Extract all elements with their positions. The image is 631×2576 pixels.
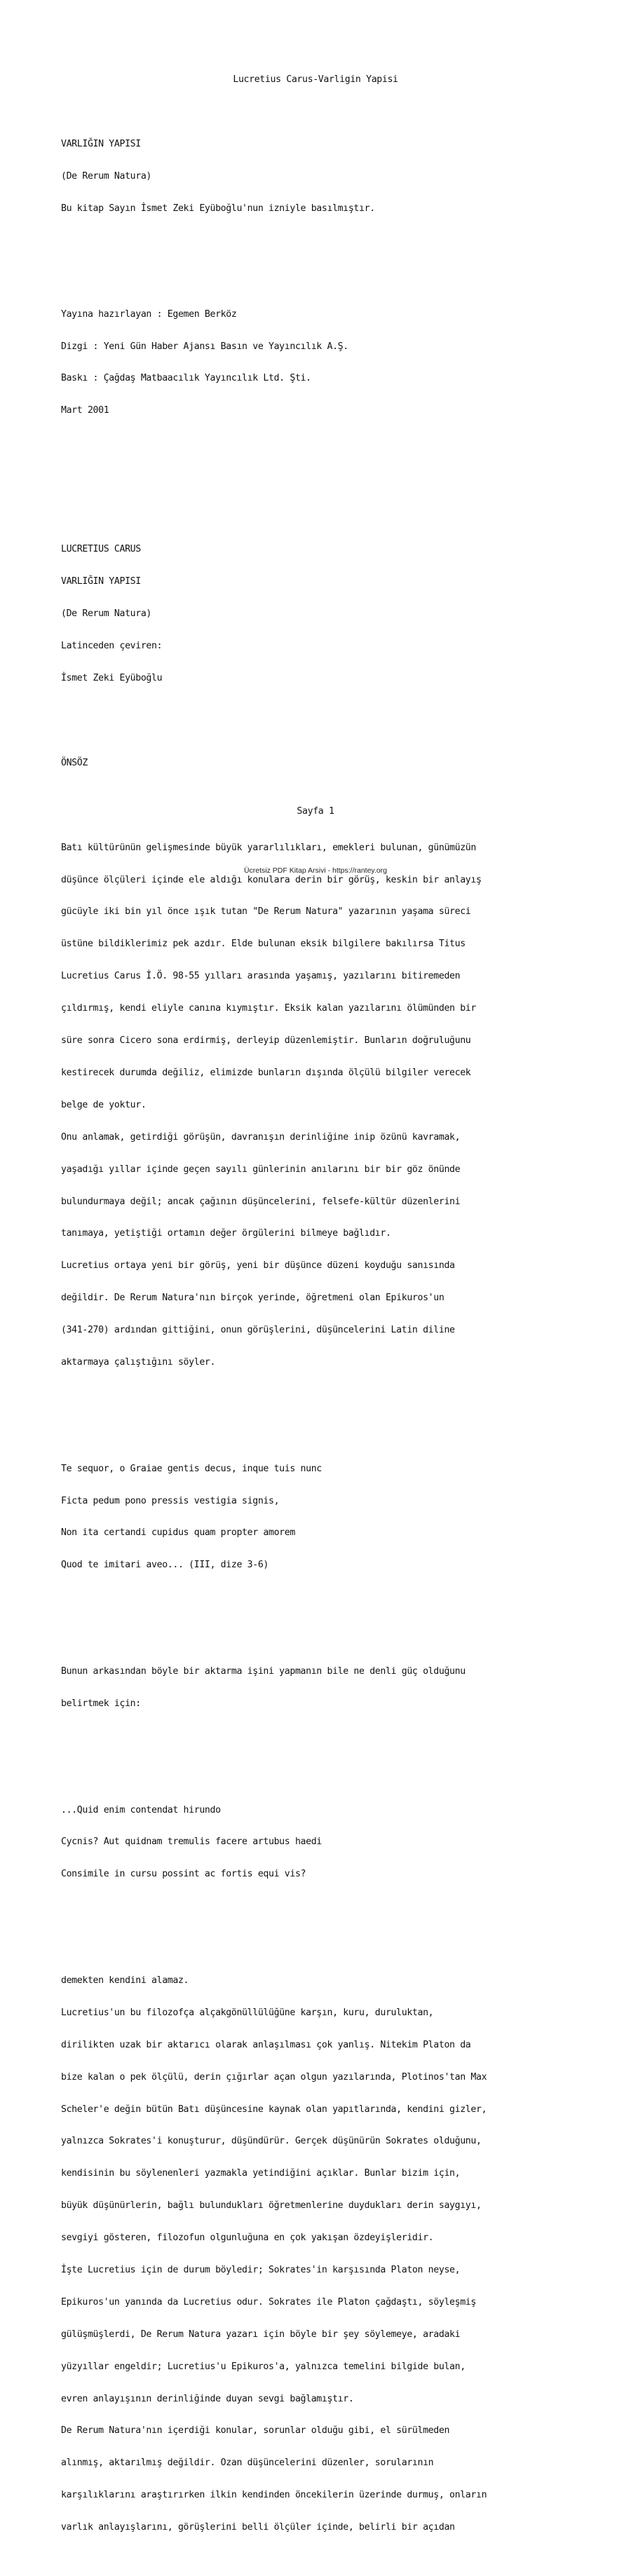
text-line: çıldırmış, kendi eliyle canına kıymıştır. Eksik kalan yazılarını ölümünden bir — [61, 1003, 476, 1014]
text-line: süre sonra Cicero sona erdirmiş, derleyip düzenlemiştir. Bunların doğruluğunu — [61, 1035, 471, 1047]
text-line: yüzyıllar engeldir; Lucretius'u Epikuros'a, yalnızca temelini bilgide bulan, — [61, 2361, 466, 2372]
text-line: gücüyle iki bin yıl önce ışık tutan "De Rerum Natura" yazarının yaşama süreci — [61, 906, 471, 918]
text-line: LUCRETIUS CARUS — [61, 543, 141, 554]
text-line: kestirecek durumda değiliz, elimizde bunların dışında ölçülü bilgiler verecek — [61, 1067, 471, 1078]
section-heading: ÖNSÖZ — [61, 757, 88, 768]
text-line: Non ita certandi cupidus quam propter amorem — [61, 1527, 295, 1539]
text-line: yalnızca Sokrates'i konuşturur, düşündürür. Gerçek düşünürün Sokrates olduğunu, — [61, 2136, 482, 2147]
text-line: Lucretius Carus İ.Ö. 98-55 yılları arasında yaşamış, yazılarını bitiremeden — [61, 971, 461, 982]
text-line: değildir. De Rerum Natura'nın birçok yerinde, öğretmeni olan Epikuros'un — [61, 1293, 445, 1304]
text-line: Te sequor, o Graiae gentis decus, inque tuis nunc — [61, 1463, 322, 1474]
text-line: demekten kendini alamaz. — [61, 1975, 189, 1986]
text-line: Baskı : Çağdaş Matbaacılık Yayıncılık Ltd. Şti. — [61, 373, 311, 384]
text-line: belirtmek için: — [61, 1698, 141, 1709]
text-line: Latinceden çeviren: — [61, 640, 163, 651]
text-line: Ficta pedum pono pressis vestigia signis, — [61, 1495, 280, 1506]
text-line: Onu anlamak, getirdiği görüşün, davranışın derinliğine inip özünü kavramak, — [61, 1131, 461, 1143]
text-line: sevgiyi gösteren, filozofun olgunluğuna en çok yakışan özdeyişleridir. — [61, 2233, 434, 2244]
text-line: Bu kitap Sayın İsmet Zeki Eyüboğlu'nun izniyle basılmıştır. — [61, 203, 375, 214]
text-line: evren anlayışının derinliğinde duyan sevgi bağlamıştır. — [61, 2393, 354, 2404]
text-line: Quod te imitari aveo... (III, dize 3-6) — [61, 1560, 269, 1571]
text-line: (De Rerum Natura) — [61, 608, 152, 619]
paragraph — [61, 821, 594, 1389]
title-block — [61, 522, 594, 704]
text-line: dirilikten uzak bir aktarıcı olarak anlaşılması çok yanlış. Nitekim Platon da — [61, 2039, 471, 2050]
text-line: Batı kültürünün gelişmesinde büyük yararlılıkları, emekleri bulunan, günümüzün — [61, 842, 476, 853]
text-line: ...Quid enim contendat hirundo — [61, 1804, 221, 1815]
text-line: Scheler'e değin bütün Batı düşüncesine kaynak olan yapıtlarında, kendini gizler, — [61, 2104, 487, 2115]
text-line: büyük düşünürlerin, bağlı bulundukları öğretmenlerine duydukları derin saygıyı, — [61, 2200, 482, 2212]
text-line: düşünce ölçüleri içinde ele aldığı konulara derin bir görüş, keskin bir anlayış — [61, 874, 482, 885]
document-body — [61, 96, 594, 2576]
text-line: Cycnis? Aut quidnam tremulis facere artubus haedi — [61, 1836, 322, 1848]
text-line: gülüşmüşlerdi, De Rerum Natura yazarı için böyle bir şey söylemeye, aradaki — [61, 2329, 461, 2340]
running-header: Lucretius Carus-Varligin Yapisi — [233, 74, 398, 85]
credits-block — [61, 287, 594, 437]
text-line: yaşadığı yıllar içinde geçen sayılı günlerinin anılarını bir bir göz önünde — [61, 1164, 461, 1175]
text-line: (De Rerum Natura) — [61, 171, 152, 182]
text-line: İşte Lucretius için de durum böyledir; Sokrates'in karşısında Platon neyse, — [61, 2265, 461, 2275]
text-line: alınmış, aktarılmış değildir. Ozan düşüncelerini düzenler, sorularının — [61, 2458, 434, 2469]
text-line: karşılıklarını araştırırken ilkin kendinden öncekilerin üzerinde durmuş, onların — [61, 2490, 487, 2501]
text-line: bulundurmaya değil; ancak çağının düşüncelerini, felsefe-kültür düzenlerini — [61, 1196, 461, 1207]
text-line: Lucretius ortaya yeni bir görüş, yeni bir düşünce düzeni koyduğu sanısında — [61, 1260, 455, 1272]
imprint-block — [61, 118, 594, 236]
paragraph — [61, 1954, 594, 2554]
text-line: VARLIĞIN YAPISI — [61, 575, 141, 587]
text-line: Bunun arkasından böyle bir aktarma işini yapmanın bile ne denli güç olduğunu — [61, 1665, 466, 1677]
text-line: De Rerum Natura'nın içerdiği konular, sorunlar olduğu gibi, el sürülmeden — [61, 2425, 450, 2437]
text-line: VARLIĞIN YAPISI — [61, 139, 141, 150]
text-line: (341-270) ardından gittiğini, onun görüşlerini, düşüncelerini Latin diline — [61, 1325, 455, 1336]
text-line: belge de yoktur. — [61, 1099, 147, 1110]
text-line: Yayına hazırlayan : Egemen Berköz — [61, 308, 237, 320]
text-line: tanımaya, yetiştiği ortamın değer örgülerini bilmeye bağlıdır. — [61, 1228, 391, 1239]
text-line: Dizgi : Yeni Gün Haber Ajansı Basın ve Yayıncılık A.Ş. — [61, 341, 348, 352]
text-line: bize kalan o pek ölçülü, derin çığırlar açan olgun yazılarında, Plotinos'tan Max — [61, 2071, 487, 2083]
page-number: Sayfa 1 — [297, 806, 334, 817]
text-line: aktarmaya çalıştığını söyler. — [61, 1356, 216, 1368]
text-line: Consimile in cursu possint ac fortis equi vis? — [61, 1869, 306, 1880]
text-line: İsmet Zeki Eyüboğlu — [61, 672, 163, 683]
text-line: Epikuros'un yanında da Lucretius odur. Sokrates ile Platon çağdaştı, söyleşmiş — [61, 2296, 476, 2308]
text-line: üstüne bildiklerimiz pek azdır. Elde bulunan eksik bilgilere bakılırsa Titus — [61, 939, 466, 950]
text-line: Mart 2001 — [61, 405, 109, 416]
text-line: varlık anlayışlarını, görüşlerini belli ölçüler içinde, belirli bir açıdan — [61, 2522, 455, 2533]
text-line: kendisinin bu söylenenleri yazmakla yetindiğini açıklar. Bunlar bizim için, — [61, 2168, 461, 2179]
text-line: Lucretius'un bu filozofça alçakgönüllülüğüne karşın, kuru, duruluktan, — [61, 2007, 434, 2018]
footer-link[interactable]: Ücretsiz PDF Kitap Arsivi - https://rantey.org — [243, 866, 388, 875]
verse-quote — [61, 1783, 594, 1901]
paragraph — [61, 1644, 594, 1730]
verse-quote — [61, 1442, 594, 1592]
